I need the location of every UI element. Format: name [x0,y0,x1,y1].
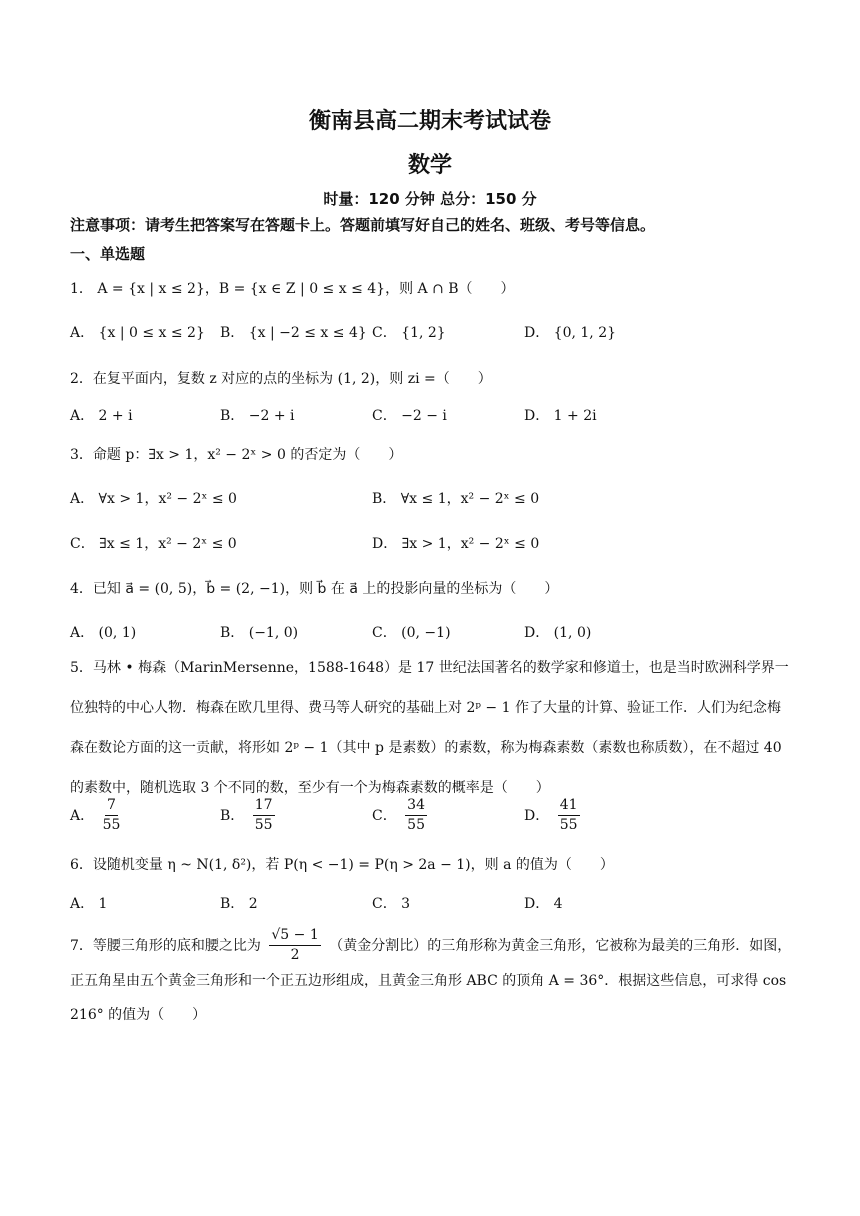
fraction-numerator: 7 [105,798,118,816]
golden-ratio-fraction [269,928,320,964]
fraction-denominator: 55 [254,817,273,834]
fraction-numerator: 17 [253,798,275,816]
fraction [103,798,121,834]
question-4-option-b: B． (−1, 0) [220,625,299,641]
exam-title: 衡南县高二期末考试试卷 [308,109,551,134]
question-2-option-c: C． −2 − i [372,408,447,424]
question-1-option-d: D． {0, 1, 2} [524,325,617,341]
question-7-stem [70,928,792,1032]
question-2-stem: 2．在复平面内，复数 z 对应的点的坐标为 (1, 2)，则 zi =（ ） [70,371,492,387]
option-label: C． [372,807,397,824]
question-3-option-b: B． ∀x ≤ 1，x² − 2ˣ ≤ 0 [372,491,540,507]
question-7-text-start: 7．等腰三角形的底和腰之比为 [70,937,261,954]
question-6-option-b: B． 2 [220,896,258,912]
fraction-denominator: 2 [290,947,300,964]
option-label: D． [524,807,550,824]
question-3-option-a: A． ∀x > 1，x² − 2ˣ ≤ 0 [70,491,237,507]
question-4-option-d: D． (1, 0) [524,625,592,641]
fraction-numerator: √5 − 1 [269,928,320,946]
subject-title: 数学 [407,153,452,178]
question-3-option-d: D． ∃x > 1，x² − 2ˣ ≤ 0 [372,536,540,552]
option-label: B． [220,807,245,824]
question-4-stem: 4．已知 a⃗ = (0, 5)，b⃗ = (2, −1)，则 b⃗ 在 a⃗ 上的投影向量的坐标为（ ） [70,581,559,597]
question-1-option-b: B． {x | −2 ≤ x ≤ 4} [220,325,367,341]
question-5-option-c [372,798,431,834]
question-5-stem: 5．马林 • 梅森（MarinMersenne，1588-1648）是 17 世纪法国著名的数学家和修道士，也是当时欧洲科学界一位独特的中心人物．梅森在欧几里得、费马等人研究的基础上对 2ᵖ − 1 作了大量的计算、验证工作．人们为纪念梅森在数论方面的这一贡献，将形如 2ᵖ − 1（其中 p 是素数）的素数，称为梅森素数（素数也称质数），在不超过 40 的素数中，随机选取 3 个不同的数，至少有一个为梅森素数的概率是（ ） [70,660,789,796]
option-label: A． [70,807,95,824]
notice-text: 注意事项：请考生把答案写在答题卡上。答题前填写好自己的姓名、班级、考号等信息。 [70,216,656,234]
question-1-option-a: A． {x | 0 ≤ x ≤ 2} [70,325,205,341]
fraction-denominator: 55 [407,817,425,834]
question-1-option-c: C． {1, 2} [372,325,446,341]
question-6-option-a: A． 1 [70,896,108,912]
question-1-stem: 1． A = {x | x ≤ 2}，B = {x ∈ Z | 0 ≤ x ≤ 4}，则 A ∩ B（ ） [70,281,515,297]
fraction [405,798,427,834]
question-6-option-c: C． 3 [372,896,411,912]
question-2-option-a: A． 2 + i [70,408,133,424]
fraction [558,798,580,834]
question-2-option-b: B． −2 + i [220,408,295,424]
fraction [253,798,275,834]
exam-meta: 时量：120 分钟 总分：150 分 [323,190,537,208]
question-7-text-end: （黄金分割比）的三角形称为黄金三角形，它被称为最美的三角形．如图，正五角星由五个黄金三角形和一个正五边形组成，且黄金三角形 ABC 的顶角 A = 36°．根据这些信息，可求得 cos 216° 的值为（ ） [70,937,792,1023]
question-6-stem: 6．设随机变量 η ~ N(1, δ²)，若 P(η < −1) = P(η > 2a − 1)，则 a 的值为（ ） [70,857,614,873]
question-3-stem: 3．命题 p：∃x > 1，x² − 2ˣ > 0 的否定为（ ） [70,447,403,463]
question-4-option-c: C． (0, −1) [372,625,451,641]
question-2-option-d: D． 1 + 2i [524,408,597,424]
question-5-option-d [524,798,584,834]
fraction-numerator: 34 [405,798,427,816]
question-5-option-b [220,798,279,834]
question-4-option-a: A． (0, 1) [70,625,137,641]
fraction-numerator: 41 [558,798,580,816]
fraction-denominator: 55 [559,817,578,834]
question-6-option-d: D． 4 [524,896,563,912]
question-5-option-a [70,798,124,834]
section-heading: 一、单选题 [70,245,146,263]
fraction-denominator: 55 [102,817,121,834]
question-3-option-c: C． ∃x ≤ 1，x² − 2ˣ ≤ 0 [70,536,237,552]
